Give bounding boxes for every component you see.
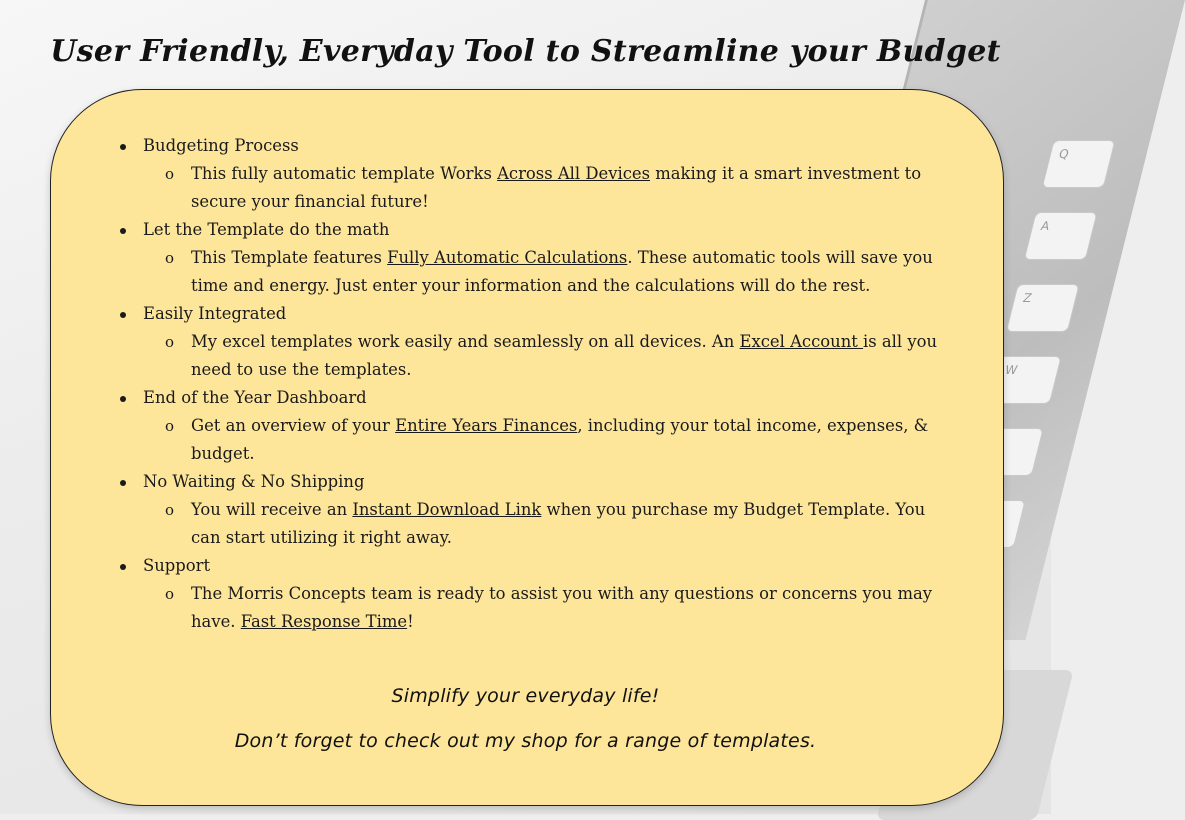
section-heading: Budgeting Process [143, 136, 299, 155]
sub-text: This Template features [191, 248, 388, 267]
sub-text: The Morris Concepts team is ready to assist you with any questions or concerns you may have. [191, 584, 933, 631]
bullet-icon [120, 144, 126, 150]
circle-bullet-icon: o [165, 501, 175, 519]
sub-text: . These automatic tools will save you time and energy. Just enter your information and the calculations will do the rest. [191, 248, 933, 295]
sub-text: This fully automatic template Works [191, 164, 498, 183]
bullet-icon [120, 228, 126, 234]
section-heading: Easily Integrated [143, 304, 287, 323]
bullet-icon [120, 564, 126, 570]
list-item [117, 552, 957, 580]
circle-bullet-icon: o [165, 585, 175, 603]
circle-bullet-icon: o [165, 417, 175, 435]
bullet-icon [120, 480, 126, 486]
list-item [117, 468, 957, 496]
circle-bullet-icon: o [165, 333, 175, 351]
sub-list-item [117, 160, 957, 216]
key: A [1024, 212, 1098, 260]
key: Z [1006, 284, 1080, 332]
sub-text: My excel templates work easily and seamlessly on all devices. An [191, 332, 740, 351]
sub-text: , including your total income, expenses, & budget. [191, 416, 929, 463]
sub-text: ! [407, 612, 414, 631]
list-item [117, 300, 957, 328]
sub-text: making it a smart investment to secure your financial future! [191, 164, 922, 211]
feature-link: Entire Years Finances [395, 416, 578, 435]
feature-link: Excel Account [739, 332, 864, 351]
bullet-icon [120, 396, 126, 402]
section-heading: No Waiting & No Shipping [143, 472, 365, 491]
sub-list-item [117, 244, 957, 300]
sub-text: is all you need to use the templates. [191, 332, 938, 379]
sub-list-item [117, 580, 957, 636]
list-item [117, 384, 957, 412]
key: Q [1042, 140, 1116, 188]
sub-list-item [117, 412, 957, 468]
list-item [117, 132, 957, 160]
section-heading: End of the Year Dashboard [143, 388, 367, 407]
section-heading: Support [143, 556, 211, 575]
key: W [988, 356, 1062, 404]
page-title: User Friendly, Everyday Tool to Streamline your Budget [50, 34, 1001, 69]
tagline: Simplify your everyday life! [391, 685, 660, 707]
sub-text: when you purchase my Budget Template. You can start utilizing it right away. [191, 500, 926, 547]
circle-bullet-icon: o [165, 165, 175, 183]
sub-list-item [117, 328, 957, 384]
feature-link: Across All Devices [497, 164, 650, 183]
feature-link: Instant Download Link [352, 500, 542, 519]
feature-link: Fast Response Time [240, 612, 408, 631]
bullet-icon [120, 312, 126, 318]
feature-link: Fully Automatic Calculations [387, 248, 628, 267]
shop-note: Don’t forget to check out my shop for a range of templates. [234, 730, 817, 752]
sub-text: You will receive an [191, 500, 353, 519]
sub-text: Get an overview of your [191, 416, 396, 435]
circle-bullet-icon: o [165, 249, 175, 267]
sub-list-item [117, 496, 957, 552]
feature-list [117, 132, 957, 636]
list-item [117, 216, 957, 244]
section-heading: Let the Template do the math [143, 220, 390, 239]
